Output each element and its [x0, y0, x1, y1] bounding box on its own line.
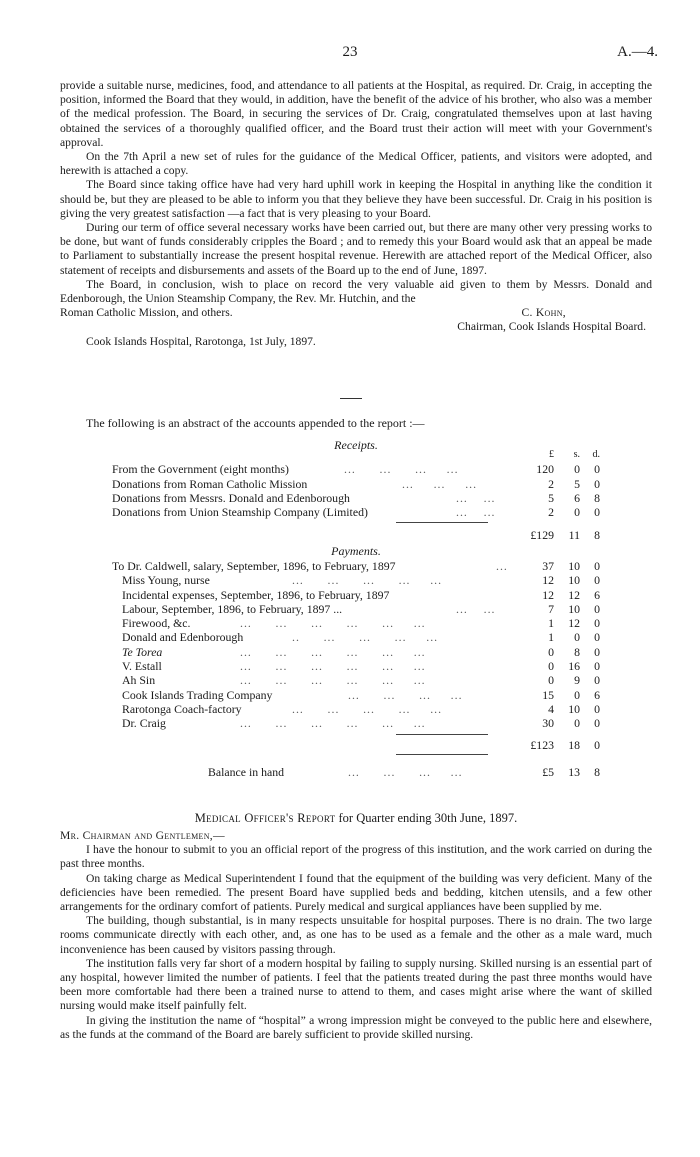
table-row: V. Estall ... ... ... ... ... ... 0 16 0 — [122, 659, 600, 674]
shillings-value: 0 — [574, 462, 580, 477]
pounds-value: 2 — [548, 505, 554, 520]
payments-heading: Payments. — [331, 544, 381, 558]
shillings-value: 0 — [574, 505, 580, 520]
shillings-value: 0 — [574, 687, 580, 702]
page-header — [0, 44, 700, 64]
row-label: Labour, September, 1896, to February, 1897 ... — [122, 601, 343, 616]
pounds-value: 0 — [548, 659, 554, 674]
pounds-total: £129 — [530, 528, 554, 542]
pounds-value: 4 — [548, 701, 554, 716]
paragraph: provide a suitable nurse, medicines, food, and attendance to all patients at the Hospital, as required. Dr. Craig, in accepting the position, informed the Board that they would, in addition, have the benefit of the advice of his brother, who also was a member of the medical profession. The Board, in securing the services of Dr. Craig, congratulated themselves upon at last having obtained the services of a thoroughly qualified officer, and the Board trust their action will meet with your Government's approval. — [60, 79, 652, 149]
abstract-intro: The following is an abstract of the accounts appended to the report :— — [86, 416, 425, 430]
shillings-value: 12 — [568, 616, 580, 631]
pence-value: 0 — [594, 601, 600, 616]
row-label: Miss Young, nurse — [122, 573, 210, 588]
paragraph: The Board, in conclusion, wish to place on record the very valuable aid given to them by Messrs. Donald and Edenborough, the Union Steamship Company, the Rev. Mr. Hutchin, and the — [60, 277, 652, 306]
page-number: 23 — [342, 44, 358, 60]
paragraph: The institution falls very far short of a modern hospital by failing to supply nursing. Skilled nursing is an essential part of any hospital, however limited the number of patients. I feel that the patients treated during the past three months would have been more comfortable had there been a trained nurse to attend to them, and cases might arise where the want of skilled nursing would make itself painfully felt. — [60, 956, 652, 1013]
shillings-value: 10 — [568, 559, 580, 573]
signatory-title: Chairman, Cook Islands Hospital Board. — [457, 320, 646, 334]
pence-value: 0 — [594, 644, 600, 659]
title-rest: for Quarter ending 30th June, 1897. — [338, 811, 518, 825]
pence-value: 6 — [594, 587, 600, 602]
pounds-total: £123 — [530, 738, 554, 752]
pence-value: 8 — [594, 765, 600, 779]
pounds-value: £5 — [542, 765, 554, 779]
table-row: Ah Sin ... ... ... ... ... ... 0 9 0 — [122, 673, 600, 688]
pounds-value: 7 — [548, 601, 554, 616]
closing-line: Roman Catholic Mission, and others. — [60, 306, 233, 320]
pounds-value: 1 — [548, 616, 554, 631]
shillings-value: 10 — [568, 601, 580, 616]
row-label: Cook Islands Trading Company — [122, 687, 273, 702]
pence-total: 0 — [594, 738, 600, 752]
table-row: Donations from Roman Catholic Mission ... ... ... 2 5 0 — [112, 476, 600, 491]
shillings-value: 0 — [574, 716, 580, 731]
row-label: Dr. Craig — [122, 716, 166, 731]
paragraph: I have the honour to submit to you an official report of the progress of this institution, and the work carried on during the past three months. — [60, 843, 652, 871]
title-smallcaps: Medical Officer's Report — [194, 811, 336, 825]
payments-table — [112, 559, 612, 731]
row-label: Incidental expenses, September, 1896, to February, 1897 — [122, 587, 390, 602]
shillings-value: 10 — [568, 573, 580, 588]
pence-value: 0 — [594, 559, 600, 573]
shillings-header: s. — [573, 449, 580, 460]
total-row — [112, 738, 612, 752]
row-label: Rarotonga Coach-factory — [122, 701, 242, 716]
signatory-name: C. Kohn, — [521, 306, 566, 320]
pounds-value: 0 — [548, 673, 554, 688]
shillings-value: 6 — [574, 490, 580, 505]
shillings-value: 16 — [568, 659, 580, 674]
table-row: From the Government (eight months) ... ... ... ... 120 0 0 — [112, 462, 600, 477]
paragraph: In giving the institution the name of “hospital” a wrong impression might be conveyed to the public here and elsewhere, as the funds at the command of the Board are barely sufficient to provide skilled nursing. — [60, 1013, 652, 1041]
paragraph: The building, though substantial, is in many respects unsuitable for hospital purposes. There is no drain. The two large rooms communicate directly with each other, and, as one has to be used as a female and the other as a male ward, much inconvenience has been caused by visitors passing through. — [60, 914, 652, 956]
row-label: Firewood, &c. — [122, 616, 191, 631]
table-row: Dr. Craig ... ... ... ... ... ... 30 0 0 — [122, 716, 600, 731]
table-row: Miss Young, nurse ... ... ... ... ... 12 10 0 — [122, 573, 600, 588]
pence-value: 0 — [594, 573, 600, 588]
salutation: Mr. Chairman and Gentlemen,— — [60, 829, 225, 842]
pence-header: d. — [592, 449, 600, 460]
table-row: Rarotonga Coach-factory ... ... ... ... ... 4 10 0 — [122, 701, 600, 716]
table-row: To Dr. Caldwell, salary, September, 1896, to February, 1897 ... 37 10 0 — [112, 559, 600, 573]
shillings-value: 5 — [574, 476, 580, 491]
paragraph: On taking charge as Medical Superintendent I found that the equipment of the building was very deficient. Many of the deficiencies have been remedied. The present Board have supplied beds and bedding, kitchen utensils, and a few other arrangements for the ordinary comfort of patients. Purely medical and surgical appliances have been supplied by me. — [60, 871, 652, 914]
shillings-total: 18 — [568, 738, 580, 752]
table-row: Firewood, &c. ... ... ... ... ... ... 1 12 0 — [122, 616, 600, 631]
table-row: Donations from Union Steamship Company (Limited) ... ... 2 0 0 — [112, 505, 600, 520]
pence-value: 6 — [594, 687, 600, 702]
balance-row: Balance in hand ... ... ... ... £5 13 8 — [208, 765, 600, 779]
pounds-value: 0 — [548, 644, 554, 659]
table-row: Donald and Edenborough .. ... ... ... ... 1 0 0 — [122, 630, 600, 645]
pence-value: 8 — [594, 490, 600, 505]
signature-line — [60, 306, 652, 320]
payments-total-rule — [396, 734, 488, 735]
pounds-value: 12 — [542, 587, 554, 602]
table-row: Labour, September, 1896, to February, 1897 ... ... ... 7 10 0 — [122, 601, 600, 616]
table-row: Te Torea ... ... ... ... ... ... 0 8 0 — [122, 644, 600, 659]
row-label: V. Estall — [122, 659, 162, 674]
paragraph: During our term of office several necessary works have been carried out, but there are many other very pressing works to be done, but want of funds considerably cripples the Board ; and to remedy this your Board would ask that an appeal be made to Parliament to substantially increase the present hospital revenue. Herewith are attached report of the Medical Officer, also statement of receipts and disbursements and assets of the Board up to the end of June, 1897. — [60, 221, 652, 277]
medical-report-title — [60, 811, 652, 826]
shillings-value: 10 — [568, 701, 580, 716]
pence-total: 8 — [594, 528, 600, 542]
table-row: Donations from Messrs. Donald and Edenborough ... ... 5 6 8 — [112, 490, 600, 505]
pence-value: 0 — [594, 476, 600, 491]
medical-report-body — [60, 829, 652, 1042]
pounds-value: 37 — [542, 559, 554, 573]
payments-total — [112, 738, 612, 752]
paragraph: On the 7th April a new set of rules for the guidance of the Medical Officer, patients, and visitors were adopted, and herewith is attached a copy. — [60, 150, 652, 178]
pounds-header: £ — [549, 449, 554, 460]
pence-value: 0 — [594, 701, 600, 716]
row-label: Donald and Edenborough — [122, 630, 244, 645]
shillings-value: 12 — [568, 587, 580, 602]
shillings-value: 8 — [574, 644, 580, 659]
pounds-value: 120 — [536, 462, 554, 477]
row-label: Te Torea — [122, 644, 163, 659]
place-date: Cook Islands Hospital, Rarotonga, 1st July, 1897. — [86, 334, 316, 348]
table-row — [112, 588, 612, 602]
currency-header-row — [112, 448, 612, 462]
pence-value: 0 — [594, 673, 600, 688]
row-label: Ah Sin — [122, 673, 156, 688]
shillings-total: 11 — [568, 528, 580, 542]
pounds-value: 1 — [548, 630, 554, 645]
pounds-value: 5 — [548, 490, 554, 505]
row-label: Donations from Messrs. Donald and Edenborough — [112, 490, 350, 505]
payments-total-underline — [396, 754, 488, 755]
section-divider — [340, 398, 362, 399]
pence-value: 0 — [594, 616, 600, 631]
receipts-total — [112, 528, 612, 542]
pounds-value: 30 — [542, 716, 554, 731]
report-body — [60, 79, 652, 349]
shillings-value: 13 — [568, 765, 580, 779]
table-row: Cook Islands Trading Company ... ... ... ... 15 0 6 — [122, 687, 600, 702]
pence-value: 0 — [594, 716, 600, 731]
row-label: From the Government (eight months) — [112, 462, 289, 477]
shillings-value: 0 — [574, 630, 580, 645]
paragraph: The Board since taking office have had very hard uphill work in keeping the Hospital in anything like the condition it should be, but they are pleased to be able to inform you that they believe they have been successful. Dr. Craig in his position is giving the very greatest satisfaction —a fact that is very pleasing to your Board. — [60, 178, 652, 220]
pounds-value: 15 — [542, 687, 554, 702]
balance-label: Balance in hand — [208, 765, 284, 779]
pence-value: 0 — [594, 505, 600, 520]
pence-value: 0 — [594, 659, 600, 674]
receipts-total-rule — [396, 522, 488, 523]
pounds-value: 2 — [548, 476, 554, 491]
shillings-value: 9 — [574, 673, 580, 688]
pounds-value: 12 — [542, 573, 554, 588]
receipts-table — [112, 448, 612, 519]
receipts-heading: Receipts. — [334, 438, 378, 452]
document-reference: A.—4. — [617, 44, 658, 60]
row-label: Donations from Union Steamship Company (Limited) — [112, 505, 368, 520]
pence-value: 0 — [594, 630, 600, 645]
pence-value: 0 — [594, 462, 600, 477]
row-label: To Dr. Caldwell, salary, September, 1896, to February, 1897 — [112, 559, 396, 573]
row-label: Donations from Roman Catholic Mission — [112, 476, 308, 491]
balance-table — [112, 765, 612, 779]
total-row — [112, 528, 612, 542]
